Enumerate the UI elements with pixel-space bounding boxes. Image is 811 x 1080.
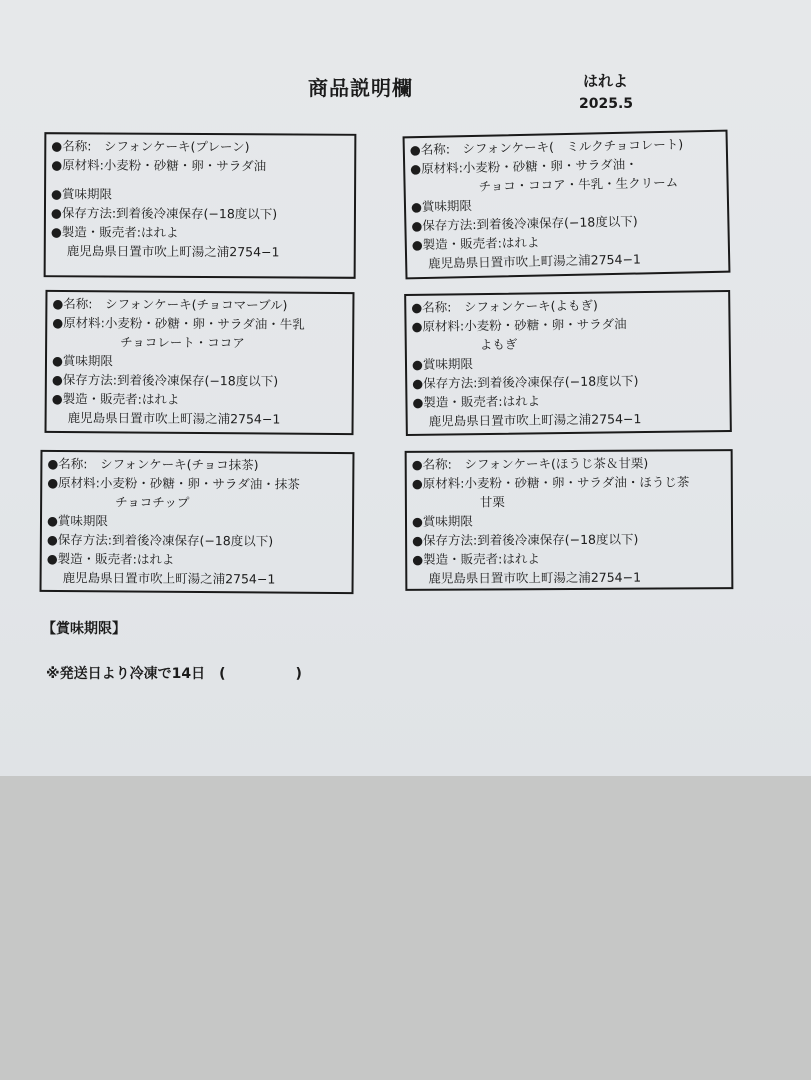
product-name: ●名称: シフォンケーキ(ほうじ茶＆甘栗): [411, 455, 649, 472]
document-date: 2025.5: [579, 96, 634, 112]
product-ingredients-cont: チョコチップ: [115, 494, 190, 510]
product-maker: ●製造・販売者:はれよ: [411, 234, 540, 253]
product-expiry: ●賞味期限: [411, 356, 474, 372]
product-address: 鹿児島県日置市吹上町湯之浦2754−1: [428, 251, 642, 271]
product-ingredients-cont: よもぎ: [479, 336, 518, 353]
expiry-note: ※発送日より冷凍で14日 ( ): [46, 666, 302, 682]
product-card-chocolate-marble: [45, 290, 355, 435]
product-ingredients: ●原材料:小麦粉・砂糖・卵・サラダ油・抹茶: [47, 474, 300, 492]
expiry-heading: 【賞味期限】: [42, 621, 126, 637]
product-name: ●名称: シフォンケーキ(プレーン): [51, 138, 250, 155]
product-name: ●名称: シフォンケーキ(チョコマーブル): [52, 295, 288, 313]
product-name: ●名称: シフォンケーキ(チョコ抹茶): [47, 455, 259, 473]
product-address: 鹿児島県日置市吹上町湯之浦2754−1: [428, 569, 642, 586]
page-title: 商品説明欄: [308, 76, 413, 100]
product-address: 鹿児島県日置市吹上町湯之浦2754−1: [62, 570, 276, 587]
product-address: 鹿児島県日置市吹上町湯之浦2754−1: [428, 411, 642, 429]
product-storage: ●保存方法:到着後冷凍保存(−18度以下): [51, 371, 279, 389]
product-storage: ●保存方法:到着後冷凍保存(−18度以下): [50, 205, 278, 222]
product-ingredients: ●原材料:小麦粉・砂糖・卵・サラダ油: [411, 316, 627, 334]
product-ingredients: ●原材料:小麦粉・砂糖・卵・サラダ油・ほうじ茶: [411, 474, 690, 491]
product-ingredients-cont: チョコ・ココア・牛乳・生クリーム: [478, 174, 679, 194]
product-storage: ●保存方法:到着後冷凍保存(−18度以下): [411, 213, 638, 234]
product-name: ●名称: シフォンケーキ( ミルクチョコレート): [409, 136, 684, 158]
product-maker: ●製造・販売者:はれよ: [50, 224, 179, 240]
maker-name: はれよ: [583, 72, 629, 90]
product-expiry: ●賞味期限: [411, 513, 473, 529]
product-card-chocolate-matcha: [40, 450, 355, 594]
product-address: 鹿児島県日置市吹上町湯之浦2754−1: [66, 243, 280, 260]
product-maker: ●製造・販売者:はれよ: [412, 551, 540, 567]
product-ingredients: ●原材料:小麦粉・砂糖・卵・サラダ油: [51, 157, 267, 174]
product-storage: ●保存方法:到着後冷凍保存(−18度以下): [412, 373, 639, 391]
product-maker: ●製造・販売者:はれよ: [46, 550, 175, 567]
product-expiry: ●賞味期限: [51, 186, 113, 202]
product-ingredients: ●原材料:小麦粉・砂糖・卵・サラダ油・: [410, 156, 638, 177]
product-expiry: ●賞味期限: [51, 352, 113, 369]
product-ingredients-cont: チョコレート・ココア: [120, 334, 245, 351]
product-expiry: ●賞味期限: [410, 197, 473, 215]
product-storage: ●保存方法:到着後冷凍保存(−18度以下): [46, 531, 274, 549]
product-card-plain: [44, 132, 357, 279]
product-address: 鹿児島県日置市吹上町湯之浦2754−1: [67, 410, 281, 427]
product-card-houjicha-chestnut: [405, 449, 734, 591]
product-name: ●名称: シフォンケーキ(よもぎ): [411, 297, 598, 315]
product-maker: ●製造・販売者:はれよ: [412, 393, 541, 410]
product-maker: ●製造・販売者:はれよ: [51, 390, 180, 407]
product-ingredients-cont: 甘栗: [479, 494, 505, 510]
product-expiry: ●賞味期限: [46, 512, 108, 529]
product-card-milk-chocolate: [403, 130, 731, 280]
product-card-yomogi: [404, 290, 732, 436]
product-storage: ●保存方法:到着後冷凍保存(−18度以下): [412, 531, 639, 548]
product-ingredients: ●原材料:小麦粉・砂糖・卵・サラダ油・牛乳: [52, 314, 305, 332]
